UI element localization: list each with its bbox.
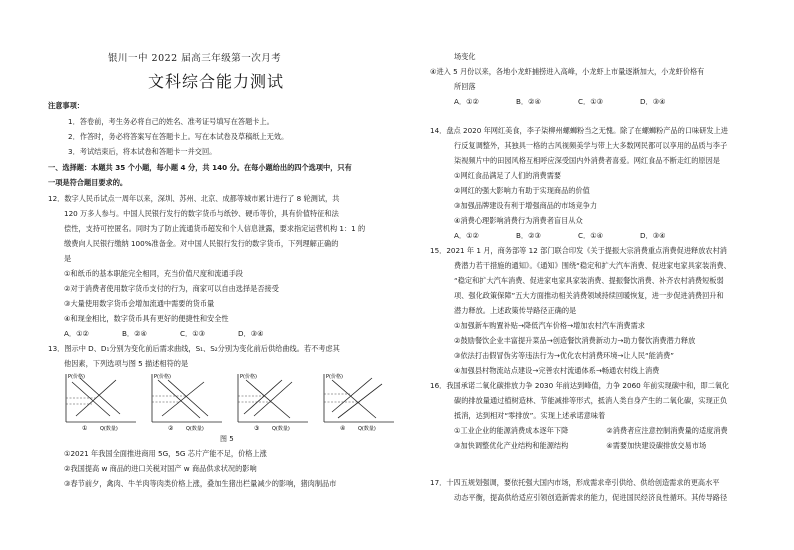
question-text: 12．数字人民币试点一周年以来，深圳、苏州、北京、成都等城市累计进行了 8 轮测试，共 [48,194,340,203]
note-item: 1．答卷前，考生务必将自己的姓名、准考证号填写在答题卡上。 [68,117,274,126]
choice-c[interactable]: C．①③ [180,329,206,338]
supply-demand-graph-4 [316,372,396,434]
option-line: ④和现金相比，数字货币具有更好的便捷性和安全性 [64,314,229,323]
supply-demand-graph-1 [58,372,138,434]
x-axis-label: Q(数量) [186,426,204,432]
option-row [454,441,706,452]
y-axis-label: P(价格) [240,374,257,380]
question-text: 是 [64,254,72,263]
y-axis-label: P(价格) [154,374,171,380]
question-text: 13．图示中 D、D₁分别为变化前后需求曲线，S₁、S₂分别为变化前后供给曲线。若不考虑其 [48,344,340,353]
option-line: ④消费心理影响消费行为消费者盲目从众 [454,216,583,225]
choice-a[interactable]: A．①② [64,329,89,338]
note-item: 3．考试结束后，将本试卷和答题卡一并交回。 [68,147,217,156]
answer-choices [64,329,296,340]
choice-d[interactable]: D．③④ [238,329,264,338]
option-line: ①工业企业的能源消费成本逐年下降 [454,426,569,435]
choice-d[interactable]: D．③④ [640,231,666,240]
supply-demand-graph-2 [144,372,224,434]
question-text: 他因素，下列选项与图 5 描述相符的是 [64,359,189,368]
choice-c[interactable]: C．①④ [578,231,604,240]
option-line: ①加强新车购置补贴→降低汽车价格→增加农村汽车消费需求 [454,321,645,330]
y-axis-label: P(价格) [68,374,85,380]
notes-heading: 注意事项： [48,101,84,110]
answer-choices [454,231,702,242]
option-line: ③大量使用数字货币会增加流通中需要的货币量 [64,299,215,308]
choice-d[interactable]: D．③④ [640,97,666,106]
option-line-cont: 所回落 [454,82,476,91]
option-line: ②消费者应注意控制消费量的适度消费 [606,426,728,435]
note-item: 2．作答时，务必将答案写在答题卡上。写在本试卷及草稿纸上无效。 [68,132,289,141]
exam-title: 文科综合能力测试 [148,72,285,91]
choice-b[interactable]: B．②③ [516,231,542,240]
option-line: ③春节前夕，禽肉、牛羊肉等肉类价格上涨，叠加生猪出栏量减少的影响，猪肉制品市 [64,479,337,488]
x-axis-label: Q(数量) [358,426,376,432]
question-text: 17．十四五规划强调，要依托强大国内市场，形成需求牵引供给、供给创造需求的更高水平 [430,478,720,487]
option-line: ③依法打击假冒伪劣等违法行为→优化农村消费环境→让人民“能消费” [454,351,675,360]
question-text: 15．2021 年 1 月，商务部等 12 部门联合印发《关于提振大宗消费重点消费促进释放农村消 [430,246,727,255]
option-line: ②鼓励餐饮企业丰富提升菜品→创造餐饮消费新动力→助力餐饮消费潜力释放 [454,336,696,345]
question-text: 动态平衡，提高供给适应引领创造新需求的能力，促进国民经济良性循环。其传导路径 [454,493,728,502]
choice-c[interactable]: C．①③ [578,97,604,106]
option-line: ①2021 年我国全面推进商用 5G，5G 芯片产能不足，价格上涨 [64,449,267,458]
answer-choices [454,97,702,108]
x-axis-label: Q(数量) [272,426,290,432]
graph-number: ④ [340,425,346,432]
option-line: ③加快调整优化产业结构和能源结构 [454,441,569,450]
question-text: 14．盘点 2020 年网红美食，李子柒柳州螺蛳粉当之无愧。除了在螺蛳粉产品的口味研发上进 [430,126,728,135]
option-line: ①和纸币的基本职能完全相同，充当价值尺度和流通手段 [64,269,243,278]
question-text: 120 万多人参与。中国人民银行发行的数字货币与纸钞、硬币等价，具有价值特征和法 [64,209,339,218]
question-text: 费潜力若干措施的通知》。《通知》围绕“稳定和扩大汽车消费、促进家电家具家装消费、 [454,261,731,270]
question-text: 缴费向人民银行缴纳 100%准备金。对中国人民银行发行的数字货币，下列理解正确的 [64,239,339,248]
graph-number: ② [168,425,174,432]
question-text: 抵消，达到相对“零排放”。实现上述承诺意味着 [454,411,606,420]
choice-a[interactable]: A．①② [454,97,479,106]
option-line: ④需要加快建设碳排放交易市场 [606,441,707,450]
section-heading: 一、选择题：本题共 35 个小题，每小题 4 分，共 140 分。在每小题给出的四个选项中，只有 [48,163,352,172]
question-text: 柒视频片中的田园风格互相呼应深受国内外消费者喜爱。网红食品不断走红的原因是 [454,156,720,165]
option-line: ②对于消费者使用数字货币支付的行为，商家可以自由选择是否接受 [64,284,279,293]
choice-a[interactable]: A．①② [454,231,479,240]
section-heading-cont: 一项是符合题目要求的。 [48,178,128,187]
question-text: 行反复调整外，其独具一格的古风视频美学与带上大多数网民都可以享用的品质与李子 [454,141,728,150]
option-line: ①网红食品满足了人们的消费需要 [454,171,562,180]
y-axis-label: P(价格) [326,374,343,380]
figure-caption: 图 5 [220,435,234,443]
x-axis-label: Q(数量) [100,426,118,432]
choice-b[interactable]: B．②④ [122,329,148,338]
graph-number: ③ [254,425,260,432]
option-line-cont: 场变化 [454,52,476,61]
question-text: 16．我国承诺二氧化碳排放力争 2030 年前达到峰值，力争 2060 年前实现碳中和，即二氧化 [430,381,730,390]
school-header: 银川一中 2022 届高三年级第一次月考 [108,53,282,64]
option-row [454,426,728,437]
choice-b[interactable]: B．②④ [516,97,542,106]
option-line: ④进入 5 月份以来，各地小龙虾捕捞进入高峰，小龙虾上市量逐渐加大，小龙虾价格有 [430,67,705,76]
question-text: “稳定和扩大汽车消费、促进家电家具家装消费、提振餐饮消费、补齐农村消费短板弱 [454,276,724,285]
option-line: ②我国提高 w 商品的进口关税对国产 w 商品供求状况的影响 [64,464,257,473]
supply-demand-graph-3 [230,372,310,434]
option-line: ②网红的强大影响力有助于实现商品的价值 [454,186,590,195]
option-line: ④加强县村物流站点建设→完善农村流通体系→畅通农村线上消费 [454,366,660,375]
question-text: 偿性，支持可控匿名。同时为了防止流通货币超发和个人信息泄露，要求指定运营机构 1：1 的 [64,224,366,233]
question-text: 碳的排放量通过植树造林、节能减排等形式，抵消人类自身产生的二氧化碳，实现正负 [454,396,728,405]
graph-number: ① [82,425,88,432]
question-text: 潜力释放。上述政策传导路径正确的是 [454,306,577,315]
option-line: ③加强品牌建设有利于增强商品的市场竞争力 [454,201,598,210]
question-text: 项、强化政策保障”五大方面推动相关消费领域持续回暖恢复，进一步促进消费回升和 [454,291,724,300]
